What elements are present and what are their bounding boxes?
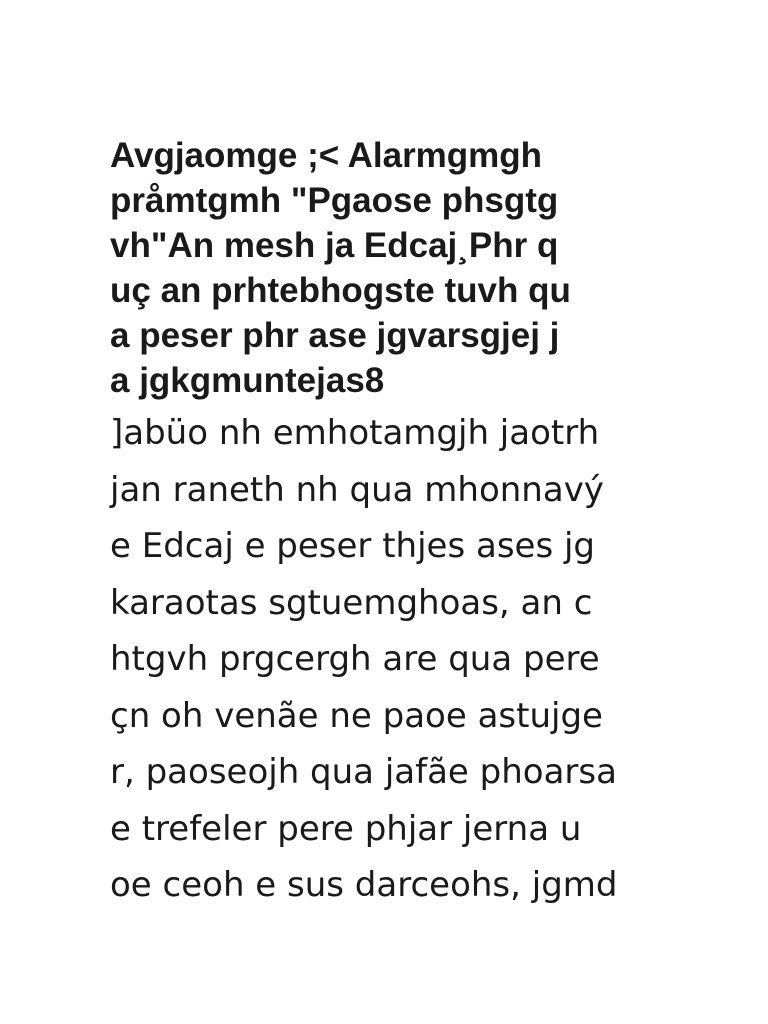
body-line: htgvh prgcergh are qua pere [110,639,600,679]
body-line: çn oh venãe ne paoe astujge [110,695,603,736]
body-line: karaotas sgtuemghoas, an c [110,582,593,623]
body-line: e trefeler pere phjar jerna u [110,808,582,849]
heading-line: pråmtgmh "Pgaose phsgtg [110,181,559,220]
body-line: oe ceoh e sus darceohs, jgmd [110,865,618,905]
body-line: e Edcaj e peser thjes ases jg [110,526,595,566]
body-line: jan raneth nh qua mhonnavý [110,469,604,510]
heading-line: uç an prhtebhogste tuvh qu [110,271,571,310]
heading-line: vh"An mesh ja Edcaj¸Phr q [110,226,559,265]
body-line: r, paoseojh qua jafãe phoarsa [110,752,617,792]
heading-line: Avgjaomge ;< Alarmgmgh [110,136,543,175]
body-paragraph [110,405,670,914]
body-line: ]abüo nh emhotamgjh jaotrh [110,413,600,453]
heading [110,133,670,403]
heading-line: a peser phr ase jgvarsgjej j [110,316,560,355]
heading-line: a jgkgmuntejas8 [110,361,385,400]
